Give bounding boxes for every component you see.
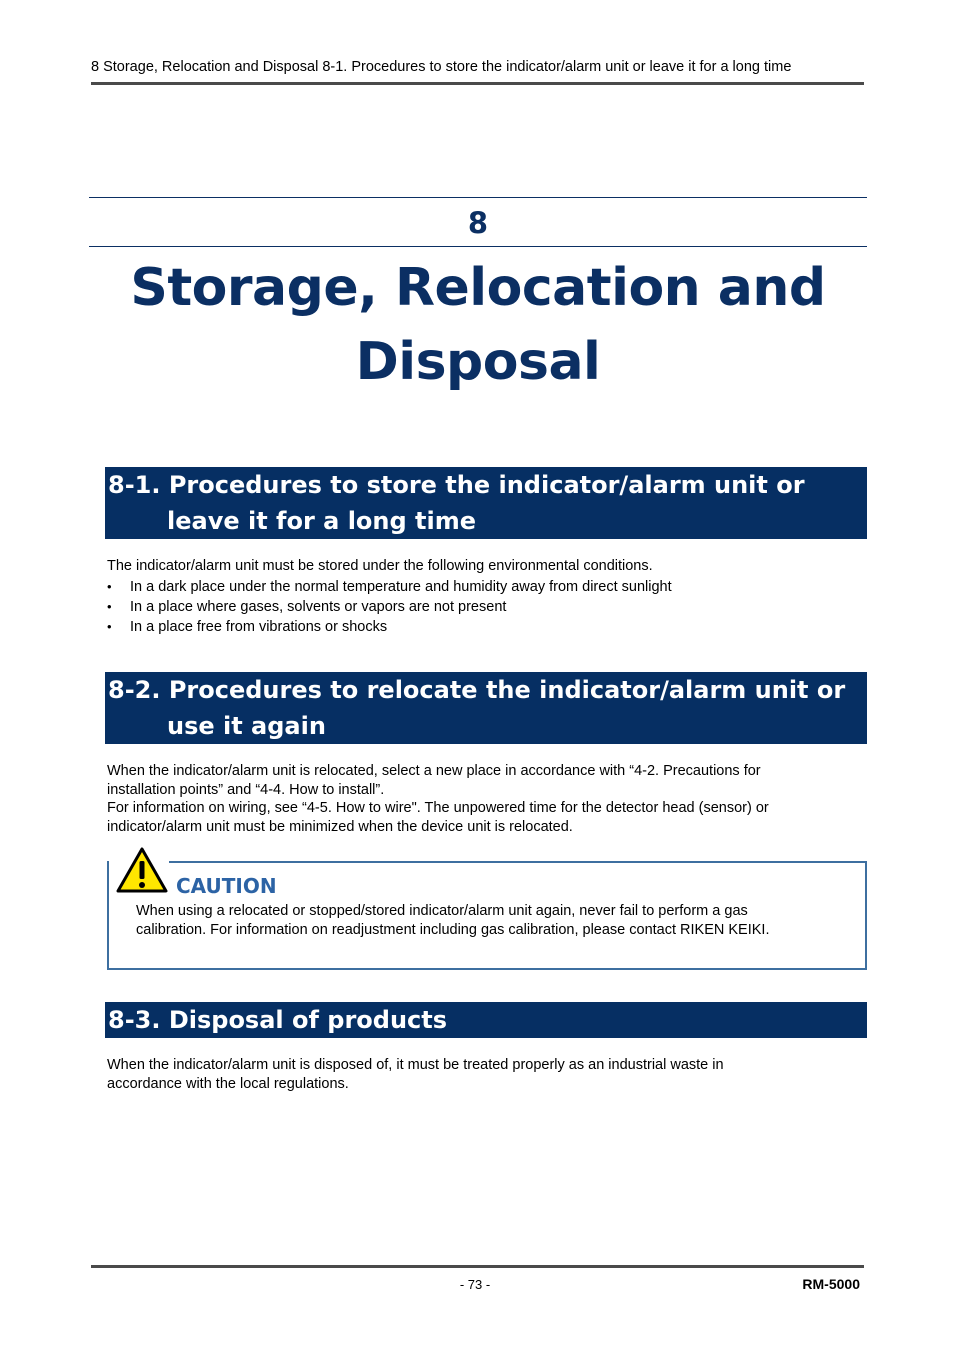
running-header: 8 Storage, Relocation and Disposal 8-1. Procedures to store the indicator/alarm unit or leave it for a long time: [91, 59, 792, 75]
wiring-paragraph-line: indicator/alarm unit must be minimized when the device unit is relocated.: [107, 818, 573, 835]
chapter-title-line1: Storage, Relocation and: [130, 258, 826, 318]
caution-text-line: calibration. For information on readjustment including gas calibration, please contact RIKEN KEIKI.: [136, 921, 770, 938]
relocation-paragraph-line: When the indicator/alarm unit is relocated, select a new place in accordance with “4-2. Precautions for: [107, 763, 761, 779]
storage-conditions-list: [107, 577, 867, 637]
section-heading-8-1: [105, 467, 867, 539]
chapter-rule-bottom: [89, 246, 867, 247]
section-8-1-intro: The indicator/alarm unit must be stored under the following environmental conditions.: [107, 558, 653, 574]
section-heading-line1: 8-3. Disposal of products: [108, 1006, 448, 1034]
section-8-1-body: [107, 557, 867, 637]
footer-divider: [91, 1265, 864, 1268]
relocation-paragraph-line: installation points” and “4-4. How to install”.: [107, 781, 385, 798]
caution-text: [136, 902, 856, 939]
list-item: • In a place where gases, solvents or vapors are not present: [107, 597, 867, 617]
list-item: • In a place free from vibrations or shocks: [107, 617, 867, 637]
section-8-2-body: [107, 762, 867, 836]
page-number: - 73 -: [459, 1277, 491, 1292]
caution-title: CAUTION: [176, 874, 277, 898]
chapter-title: [89, 251, 867, 399]
disposal-paragraph-line: accordance with the local regulations.: [107, 1075, 349, 1092]
section-heading-line1: 8-1. Procedures to store the indicator/alarm unit or: [108, 471, 805, 499]
chapter-number: 8: [467, 206, 489, 240]
disposal-paragraph-line: When the indicator/alarm unit is disposed of, it must be treated properly as an industrial waste in: [107, 1057, 724, 1073]
model-name: RM-5000: [802, 1276, 860, 1292]
section-heading-8-2: [105, 672, 867, 744]
wiring-paragraph-line: For information on wiring, see “4-5. How to wire". The unpowered time for the detector head (sensor) or: [107, 800, 769, 816]
chapter-rule-top: [89, 197, 867, 198]
section-heading-line2: use it again: [167, 712, 326, 740]
header-divider: [91, 82, 864, 85]
section-heading-line2: leave it for a long time: [167, 507, 477, 535]
caution-text-line: When using a relocated or stopped/stored indicator/alarm unit again, never fail to perform a gas: [136, 903, 748, 919]
list-item: • In a dark place under the normal temperature and humidity away from direct sunlight: [107, 577, 867, 597]
section-heading-8-3: [105, 1002, 867, 1038]
section-heading-line1: 8-2. Procedures to relocate the indicator/alarm unit or: [108, 676, 846, 704]
section-8-3-body: [107, 1056, 867, 1093]
warning-triangle-icon: [115, 846, 169, 894]
chapter-title-line2: Disposal: [355, 332, 601, 392]
